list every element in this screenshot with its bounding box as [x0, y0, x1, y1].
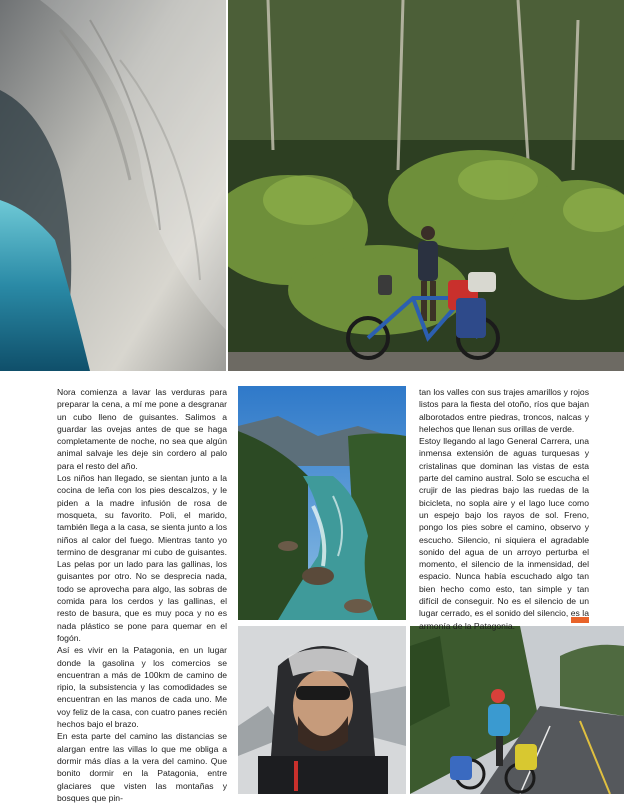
paragraph: Estoy llegando al lago General Carrera, una inmensa extensión de aguas turquesas y cristalinas que dominan las vistas de esta parte del camino austral. Solo se escucha el crujir de las piedras bajo las ruedas de la bicicleta, no sopla aire y el lago luce como un espejo bajo los rayos de sol. Freno, pongo los pies sobre el camino, observo y escucho. Silencio, ni siquiera el agradable sonido del agua de un arroyo perturba el momento, el silencio de la inmensidad, del espacio. Nunca había escuchado algo tan bien hecho como esto, tan simple y tan difícil de conseguir. No es el silencio de un lugar cerrado, es el sonido del silencio, es la armonía de la Patagonia. — [419, 436, 589, 631]
photo-selfie-snow — [238, 626, 406, 794]
paragraph: En esta parte del camino las distancias se alargan entre las villas lo que me obliga a dormir más días a la vera del camino. Que bonito dormir en la Patagonia, entre glaciares que visten las montañas y bosques que pin- — [57, 731, 227, 803]
photo-marble-cave — [0, 0, 226, 371]
paragraph: Así es vivir en la Patagonia, en un lugar donde la gasolina y los comercios se encuentran a más de 100km de camino de ripio, la subsistencia y las comodidades se encuentran en las manos de cada uno. Me voy feliz de la casa, con cuatro panes recién hechos bajo el brazo. — [57, 645, 227, 730]
article-column-2 — [419, 386, 589, 632]
photo-river — [238, 386, 406, 620]
article-column-1 — [57, 386, 227, 804]
paragraph: Los niños han llegado, se sientan junto a la cocina de leña con los pies descalzos, y le piden a la madre infusión de rosa de mosqueta, su favorito. Poli, el marido, también llega a la casa, se sienta junto a los niños al calor del fuego. Mientras tanto yo termino de desgranar mi cubo de guisantes. Las pelas por un lado para las gallinas, los guisantes por otro. No se desprecia nada, todo se aprovecha para algo, las sobras de comida para los cerdos y las gallinas, el resto de basura, que es muy poca y no es nada plástico se pone para quemar en el fogón. — [57, 473, 227, 643]
paragraph: Nora comienza a lavar las verduras para preparar la cena, a mí me pone a desgranar un cubo lleno de guisantes. Salimos a guardar las ovejas antes de que se haga completamente de noche, no sea que algún animal salvaje les deje sin cordero al palo para el resto del año. — [57, 387, 227, 471]
photo-cyclist-ferns — [228, 0, 624, 371]
paragraph: tan los valles con sus trajes amarillos y rojos listos para la fiesta del otoño, ríos que bajan alborotados entre piedras, troncos, nalcas y helechos que llenan sus orillas de verde. — [419, 387, 589, 434]
photo-cyclist-road — [410, 626, 624, 794]
